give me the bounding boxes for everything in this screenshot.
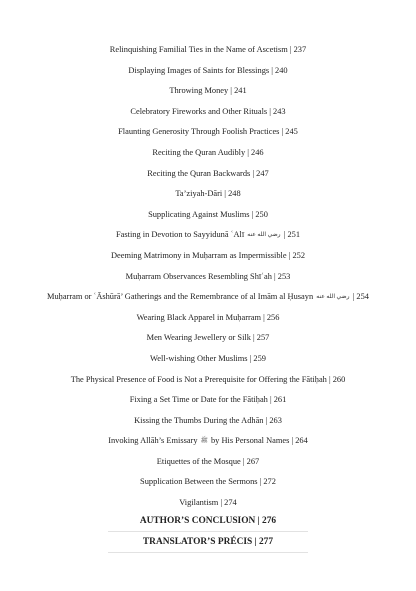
toc-entry[interactable]: Throwing Money | 241 — [169, 86, 247, 96]
toc-entry[interactable]: Supplicating Against Muslims | 250 — [148, 209, 268, 219]
toc-entry[interactable]: Relinquishing Familial Ties in the Name of Ascetism | 237 — [109, 45, 307, 54]
toc-entry[interactable]: Fixing a Set Time or Date for the Fātiḥah | 261 — [129, 395, 287, 405]
entry-text: Muḥarram or ʿĀshūrā’ Gatherings and the Remembrance of al Imām al Ḥusayn — [47, 292, 314, 302]
toc-entry[interactable]: Ta’ziyah-Dāri | 248 — [175, 189, 241, 199]
entry-page: | 254 — [352, 292, 369, 302]
toc-entry[interactable]: Well-wishing Other Muslims | 259 — [150, 353, 266, 363]
toc-entry[interactable] — [0, 287, 416, 308]
toc-entry[interactable]: Reciting the Quran Backwards | 247 — [147, 168, 269, 178]
toc-entry[interactable]: Flaunting Generosity Through Foolish Practices | 245 — [118, 127, 298, 137]
toc-entry[interactable]: The Physical Presence of Food is Not a Prerequisite for Offering the Fātiḥah | 260 — [70, 374, 346, 384]
entry-page: | 251 — [283, 230, 301, 240]
salawat-glyph-icon: ﷺ — [200, 438, 208, 445]
toc-entry[interactable]: Men Wearing Jewellery or Silk | 257 — [146, 333, 270, 343]
toc-entry[interactable]: Wearing Black Apparel in Muḥarram | 256 — [136, 312, 280, 322]
entry-page: by His Personal Names | 264 — [210, 436, 308, 446]
toc-entry[interactable]: Etiquettes of the Mosque | 267 — [156, 456, 260, 466]
toc-entry[interactable] — [0, 225, 416, 246]
toc-heading-translators-precis[interactable]: TRANSLATOR’S PRÉCIS | 277 — [108, 532, 308, 553]
toc-entry[interactable]: Supplication Between the Sermons | 272 — [140, 477, 276, 487]
table-of-contents — [0, 40, 416, 514]
toc-entry[interactable]: Displaying Images of Saints for Blessings | 240 — [128, 65, 288, 75]
toc-entry[interactable]: Celebratory Fireworks and Other Rituals | 243 — [130, 106, 286, 116]
toc-entry[interactable]: Muḥarram Observances Resembling Shīʿah | 253 — [125, 271, 291, 281]
toc-entry[interactable]: Kissing the Thumbs During the Adhān | 263 — [134, 415, 282, 425]
toc-entry[interactable]: Deeming Matrimony in Muḥarram as Impermissible | 252 — [110, 250, 306, 260]
entry-text: Fasting in Devotion to Sayyidunā ʿAlī — [115, 230, 245, 240]
entry-text: Invoking Allāh’s Emissary — [108, 436, 198, 446]
honorific-glyph-icon: رضي الله عنه — [316, 294, 350, 301]
toc-heading-authors-conclusion[interactable]: AUTHOR’S CONCLUSION | 276 — [108, 511, 308, 532]
toc-entry[interactable]: Vigilantism | 274 — [179, 498, 237, 508]
honorific-glyph-icon: رضي الله عنه — [247, 232, 281, 239]
toc-entry[interactable]: Reciting the Quran Audibly | 246 — [152, 147, 264, 157]
toc-entry[interactable] — [0, 431, 416, 452]
